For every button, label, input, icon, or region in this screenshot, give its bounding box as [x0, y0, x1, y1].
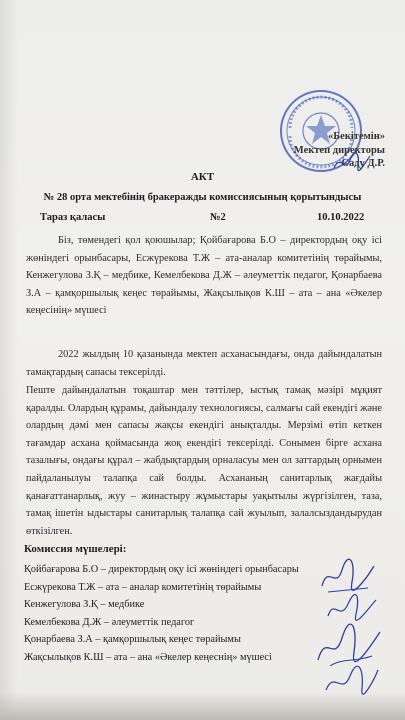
- signature-icon: [312, 622, 384, 670]
- signature-icon: [326, 592, 378, 626]
- members-list: [24, 561, 299, 667]
- page-shadow-bottom: [0, 692, 405, 720]
- document-subtitle: № 28 орта мектебінің бракеражды комиссиясының қорытындысы: [43, 192, 362, 203]
- paragraph-participants: Біз, төмендегі қол қоюшылар; Қойбағарова Б.О – директордың оқу ісі жөніндегі орынбасары, Есжүрекова Т.Ж – ата-аналар комитетінің төрайымы, Кенжегулова З.Қ – медбике, Кемелбекова Д.Ж – әлеуметтік педагог, Қонарбаева З.А – қамқоршылық кеңес төрайымы, Жақсылықов К.Ш – ата – ана «Әкелер кеңесінің» мүшесі: [26, 235, 382, 317]
- member-item: Қойбағарова Б.О – директордың оқу ісі жөніндегі орынбасары: [24, 564, 299, 575]
- page-shadow-left: [0, 0, 18, 720]
- meta-number: №2: [210, 212, 226, 223]
- member-item: Кемелбекова Д.Ж – әлеуметтік педагог: [24, 616, 195, 628]
- member-item: Қонарбаева З.А – қамқоршылық кеңес төрайымы: [24, 634, 241, 646]
- signature-icon: [318, 556, 378, 596]
- members-title: Комиссия мүшелері:: [24, 543, 127, 555]
- member-item: Есжүрекова Т.Ж – ата – аналар комитетінің төрайымы: [24, 581, 262, 593]
- paragraph-inspection-date: 2022 жылдың 10 қазанында мектеп асханасындағы, онда дайындалатын тамақтардың сапасы тексерілді.: [26, 349, 382, 378]
- meta-city: Тараз қаласы: [40, 212, 106, 223]
- document-title: АКТ: [190, 171, 215, 183]
- paragraph-findings: Пеште дайындалатын тоқаштар мен тәттілер, ыстық тамақ мәзірі мұқият қаралды. Олардың құрамы, дайындалу технологиясы, салмағы сай екендігі және олардың дәмі мен сапасы жақсы екендігі анықталды. Мерзімі өтіп кеткен тағамдар асхана қоймасында жоқ екендігі тексерілді. Сонымен бірге асхана тазалығы, ондағы құрал – жабдықтардың орналасуы мен ол заттардың орнымен пайдаланылуы талапқа сай болды. Асхананың санитарлық жағдайы қанағаттанарлық, жуу – жинастыру жұмыстары уақытылы жүргізілген, таза, тамақ ішетін ыдыстары санитарлық талапқа сай жуылып, залалсыздандырудан өткізілген.: [26, 385, 382, 537]
- approval-line-3: Саду Д.Р.: [341, 158, 385, 169]
- member-item: Жақсылықов К.Ш – ата – ана «Әкелер кеңеснің» мүшесі: [24, 651, 272, 663]
- member-item: Кенжегулова З.Қ – медбике: [24, 599, 145, 611]
- approval-line-2: Мектеп директоры: [293, 144, 385, 156]
- meta-date: 10.10.2022: [317, 212, 365, 223]
- approval-line-1: «Бекітемін»: [327, 131, 385, 142]
